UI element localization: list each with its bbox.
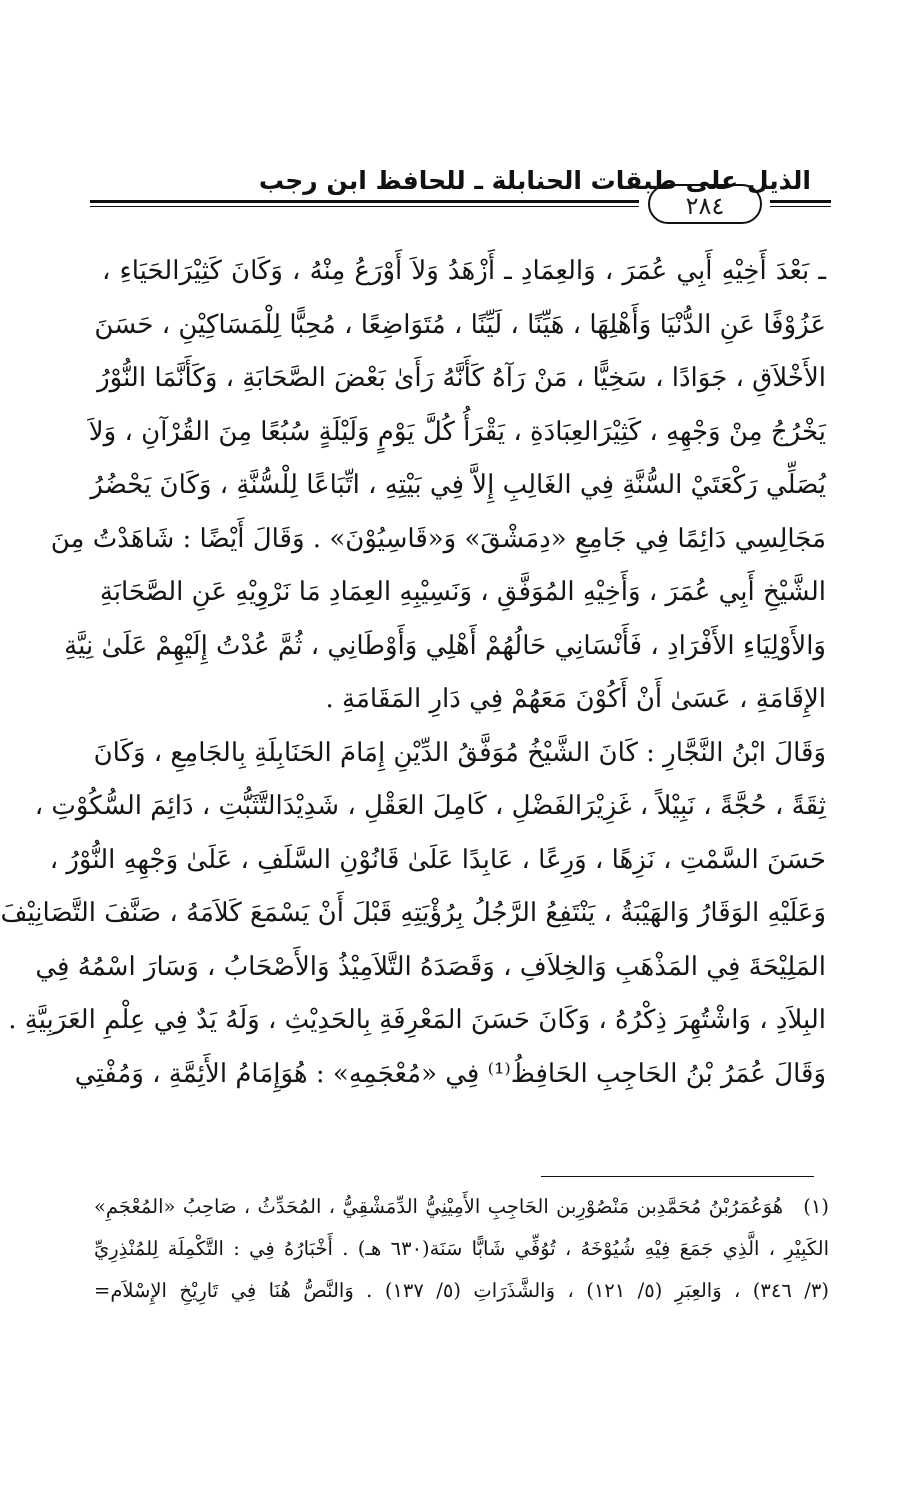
footnote bbox=[94, 1186, 829, 1312]
text-line: مَجَالِسِي دَائِمًا فِي جَامِعِ «دِمَشْقَ» وَ«قَاسِيُوْنَ» . وَقَالَ أَيْضًا : شَاهَدْتُ مِنَ bbox=[50, 523, 826, 554]
main-text bbox=[0, 245, 826, 1101]
header-rule bbox=[90, 200, 639, 207]
text-line: وَقَالَ ابْنُ النَّجَّارِ : كَانَ الشَّيْخُ مُوَفَّقُ الدِّيْنِ إِمَامَ الحَنَابِلَةِ بِالجَامِعِ ، وَكَانَ bbox=[93, 737, 826, 768]
text-line: ثِقَةً ، حُجَّةً ، نَبِيْلاً ، غَزِيْرَالفَضْلِ ، كَامِلَ العَقْلِ ، شَدِيْدَالتَّثَبُّتِ ، دَائِمَ السُّكُوْتِ ، bbox=[34, 791, 826, 821]
footnote-rule bbox=[541, 1176, 814, 1177]
text-line: يَخْرُجُ مِنْ وَجْهِهِ ، كَثِيْرَالعِبَادَةِ ، يَقْرَأُ كُلَّ يَوْمٍ وَلَيْلَةٍ سُبُعًا مِنَ القُرْآنِ ، وَلاَ bbox=[88, 416, 826, 447]
footnote-line: الكَبِيْرِ ، الَّذِي جَمَعَ فِيْهِ شُيُوْخَهُ ، تُوُفِّي شَابًّا سَنَة(٦٣٠ هـ) . أَخْبَارُهُ فِي : التَّكْمِلَة لِلمُنْذِرِيِّ bbox=[94, 1237, 829, 1260]
footnote-marker: (١) bbox=[803, 1195, 829, 1218]
text-line: يُصَلِّي رَكْعَتَيْ السُّنَّةِ فِي الغَالِبِ إِلاَّ فِي بَيْتِهِ ، اتِّبَاعًا لِلْسُّنَّةِ ، وَكَانَ يَحْضُرُ bbox=[90, 470, 826, 500]
running-title: الذيل على طبقات الحنابلة ـ للحافظ ابن رجب bbox=[258, 166, 811, 195]
text-line: الشَّيْخِ أَبِي عُمَرَ ، وَأَخِيْهِ المُوَفَّقِ ، وَنَسِيْبِهِ العِمَادِ مَا نَرْوِيْهِ عَنِ الصَّحَابَةِ bbox=[99, 577, 826, 607]
text-line: وَعَلَيْهِ الوَقَارُ وَالهَيْبَةُ ، يَنْتَفِعُ الرَّجُلُ بِرُؤْيَتِهِ قَبْلَ أَنْ يَسْمَعَ كَلاَمَهُ ، صَنَّفَ التَّصَانِيْفَ bbox=[0, 898, 826, 928]
text-line: عَزُوْفًا عَنِ الدُّنْيَا وَأَهْلِهَا ، هَيِّنًا ، لَيِّنًا ، مُتَوَاضِعًا ، مُحِبًّا لِلْمَسَاكِيْنِ ، حَسَنَ bbox=[94, 309, 826, 340]
text-line: الأَخْلاَقِ ، جَوَادًا ، سَخِيًّا ، مَنْ رَآهُ كَأَنَّهُ رَأَىٰ بَعْضَ الصَّحَابَةِ ، وَكَأَنَّمَا النُّوْرُ bbox=[97, 363, 826, 393]
text-line: المَلِيْحَةَ فِي المَذْهَبِ وَالخِلاَفِ ، وَقَصَدَهُ التَّلاَمِيْذُ وَالأَصْحَابُ ، وَسَارَ اسْمُهُ فِي bbox=[35, 951, 826, 982]
footnote-line: (٣/ ٣٤٦) ، وَالعِبَرِ (٥/ ١٢١) ، وَالشَّذَرَاتِ (٥/ ١٣٧) . وَالنَّصُّ هُنَا فِي تَارِيْخِ الإِسْلاَم= bbox=[94, 1279, 829, 1302]
page-number: ٢٨٤ bbox=[648, 184, 762, 224]
footnote-line bbox=[94, 1186, 829, 1228]
footnote-text: هُوَعُمَرُبْنُ مُحَمَّدِبن مَنْصُوْرِبن الحَاجِبِ الأَمِيْنِيُّ الدِّمَشْقِيُّ ، المُحَدِّثُ ، صَاحِبُ «المُعْجَمِ» bbox=[94, 1195, 783, 1218]
text-line: البِلاَدِ ، وَاشْتُهِرَ ذِكْرُهُ ، وَكَانَ حَسَنَ المَعْرِفَةِ بِالحَدِيْثِ ، وَلَهُ يَدٌ فِي عِلْمِ العَرَبِيَّةِ . bbox=[8, 1005, 826, 1035]
text-line: وَالأَوْلِيَاءِ الأَفْرَادِ ، فَأَنْسَانِي حَالُهُمْ أَهْلِي وَأَوْطَانِي ، ثُمَّ عُدْتُ إِلَيْهِمْ عَلَىٰ نِيَّةِ bbox=[64, 630, 826, 661]
text-line: ـ بَعْدَ أَخِيْهِ أَبِي عُمَرَ ، وَالعِمَادِ ـ أَزْهَدُ وَلاَ أَوْرَعُ مِنْهُ ، وَكَانَ كَثِيْرَالحَيَاءِ ، bbox=[102, 256, 826, 286]
text-line: حَسَنَ السَّمْتِ ، نَزِهًا ، وَرِعًا ، عَابِدًا عَلَىٰ قَانُوْنِ السَّلَفِ ، عَلَىٰ وَجْهِهِ النُّوْرُ ، bbox=[49, 844, 826, 875]
header-rule-short bbox=[770, 200, 831, 207]
text-line: الإِقَامَةِ ، عَسَىٰ أَنْ أَكُوْنَ مَعَهُمْ فِي دَارِ المَقَامَةِ . bbox=[325, 684, 826, 714]
text-line: وَقَالَ عُمَرُ بْنُ الحَاجِبِ الحَافِظُ⁽¹⁾ فِي «مُعْجَمِهِ» : هُوَإِمَامُ الأَئِمَّةِ ، وَمُفْتِي bbox=[74, 1058, 826, 1089]
